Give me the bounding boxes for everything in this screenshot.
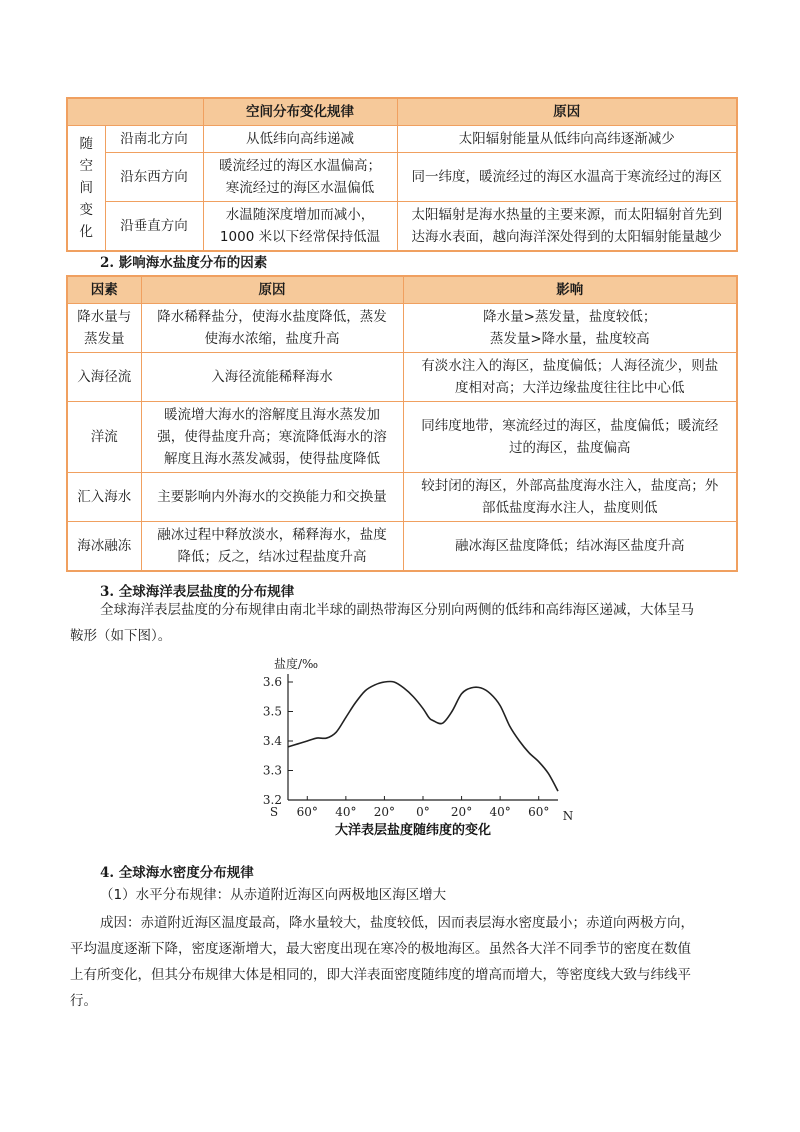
y-axis-label: 盐度/‰ — [274, 657, 319, 671]
section-4-title: 4. 全球海水密度分布规律 — [100, 865, 254, 881]
table-row — [67, 353, 737, 402]
effect-cell: 较封闭的海区，外部高盐度海水注入，盐度高；外 部低盐度海水注人，盐度则低 — [403, 473, 737, 522]
section-4-paragraph-line: 上有所变化，但其分布规律大体是相同的，即大洋表面密度随纬度的增高而增大，等密度线大致与纬线平 — [70, 967, 691, 983]
y-tick-label: 3.3 — [262, 763, 282, 778]
table-row — [67, 202, 737, 252]
x-tick-label: 60° — [296, 805, 318, 819]
salinity-chart — [252, 652, 574, 852]
effect-cell: 降水量>蒸发量，盐度较低； 蒸发量>降水量，盐度较高 — [403, 304, 737, 353]
effect-cell: 融冰海区盐度降低；结冰海区盐度升高 — [403, 522, 737, 572]
factor-cell: 入海径流 — [67, 353, 141, 402]
x-tick-label: 20° — [450, 805, 473, 819]
reason-cell: 主要影响内外海水的交换能力和交换量 — [141, 473, 403, 522]
factor-cell: 降水量与 蒸发量 — [67, 304, 141, 353]
section-3-paragraph: 全球海洋表层盐度的分布规律由南北半球的副热带海区分别向两侧的低纬和高纬海区递减，大体呈马 — [100, 602, 694, 618]
water-temperature-table — [66, 97, 738, 252]
y-tick-label: 3.2 — [262, 793, 282, 807]
group-label-cell — [67, 126, 105, 252]
x-tick-label: 0° — [416, 805, 430, 819]
section-4-paragraph-line: 成因：赤道附近海区温度最高，降水量较大，盐度较低，因而表层海水密度最小；赤道向两极方向， — [100, 915, 694, 931]
effect-cell: 同纬度地带，寒流经过的海区，盐度偏低；暖流经 过的海区，盐度偏高 — [403, 402, 737, 473]
factor-cell: 汇入海水 — [67, 473, 141, 522]
section-4-subtitle: （1）水平分布规律：从赤道附近海区向两极地区海区增大 — [100, 887, 447, 903]
factor-cell: 洋流 — [67, 402, 141, 473]
header-cell: 因素 — [67, 276, 141, 304]
reason-cell: 同一纬度，暖流经过的海区水温高于寒流经过的海区 — [397, 153, 737, 202]
chart-title: 大洋表层盐度随纬度的变化 — [334, 823, 492, 838]
table-row — [67, 402, 737, 473]
group-char: 间 — [79, 180, 93, 196]
y-tick-label: 3.6 — [262, 675, 282, 689]
table-row — [67, 304, 737, 353]
direction-cell: 沿南北方向 — [105, 126, 203, 153]
reason-cell: 融冰过程中释放淡水，稀释海水，盐度 降低；反之，结冰过程盐度升高 — [141, 522, 403, 572]
reason-cell: 太阳辐射是海水热量的主要来源，而太阳辐射首先到 达海水表面，越向海洋深处得到的太阳辐射能量越少 — [397, 202, 737, 252]
direction-cell: 沿垂直方向 — [105, 202, 203, 252]
reason-cell: 降水稀释盐分，使海水盐度降低，蒸发 使海水浓缩，盐度升高 — [141, 304, 403, 353]
x-tick-label: 40° — [335, 805, 357, 819]
table-row — [67, 126, 737, 153]
rule-cell: 水温随深度增加而减小， 1000 米以下经常保持低温 — [203, 202, 397, 252]
section-4-paragraph-line: 行。 — [70, 993, 97, 1009]
x-tick-label: 20° — [373, 805, 396, 819]
section-3-title: 3. 全球海洋表层盐度的分布规律 — [100, 584, 295, 600]
header-cell: 空间分布变化规律 — [203, 98, 397, 126]
reason-cell: 暖流增大海水的溶解度且海水蒸发加 强，使得盐度升高；寒流降低海水的溶 解度且海水蒸发减弱，使得盐度降低 — [141, 402, 403, 473]
section-3-paragraph-cont: 鞍形（如下图）。 — [70, 628, 172, 644]
header-cell: 原因 — [141, 276, 403, 304]
header-cell: 原因 — [397, 98, 737, 126]
group-char: 化 — [79, 224, 93, 240]
table-header-row — [67, 98, 737, 126]
salinity-chart-svg — [252, 652, 574, 852]
group-char: 随 — [79, 136, 93, 152]
x-tick-label: 60° — [528, 805, 550, 819]
group-char: 变 — [79, 202, 93, 218]
y-tick-label: 3.5 — [262, 704, 282, 719]
header-cell: 影响 — [403, 276, 737, 304]
reason-cell: 入海径流能稀释海水 — [141, 353, 403, 402]
x-tick-label: 40° — [489, 805, 511, 819]
salinity-series-line — [288, 681, 558, 791]
group-char: 空 — [79, 158, 93, 174]
table-row — [67, 473, 737, 522]
section-4-paragraph-line: 平均温度逐渐下降，密度逐渐增大，最大密度出现在寒冷的极地海区。虽然各大洋不同季节的密度在数值 — [70, 941, 691, 957]
header-cell — [67, 98, 203, 126]
direction-cell: 沿东西方向 — [105, 153, 203, 202]
table-row — [67, 153, 737, 202]
factor-cell: 海冰融冻 — [67, 522, 141, 572]
section-2-title: 2. 影响海水盐度分布的因素 — [100, 255, 268, 271]
reason-cell: 太阳辐射能量从低纬向高纬逐渐减少 — [397, 126, 737, 153]
table-row — [67, 522, 737, 572]
salinity-factors-table — [66, 275, 738, 572]
table-header-row — [67, 276, 737, 304]
effect-cell: 有淡水注入的海区，盐度偏低；人海径流少，则盐 度相对高；大洋边缘盐度往往比中心低 — [403, 353, 737, 402]
x-tick-label: N — [562, 809, 574, 823]
x-tick-label: S — [269, 805, 279, 819]
rule-cell: 从低纬向高纬递减 — [203, 126, 397, 153]
rule-cell: 暖流经过的海区水温偏高； 寒流经过的海区水温偏低 — [203, 153, 397, 202]
y-tick-label: 3.4 — [262, 734, 282, 748]
